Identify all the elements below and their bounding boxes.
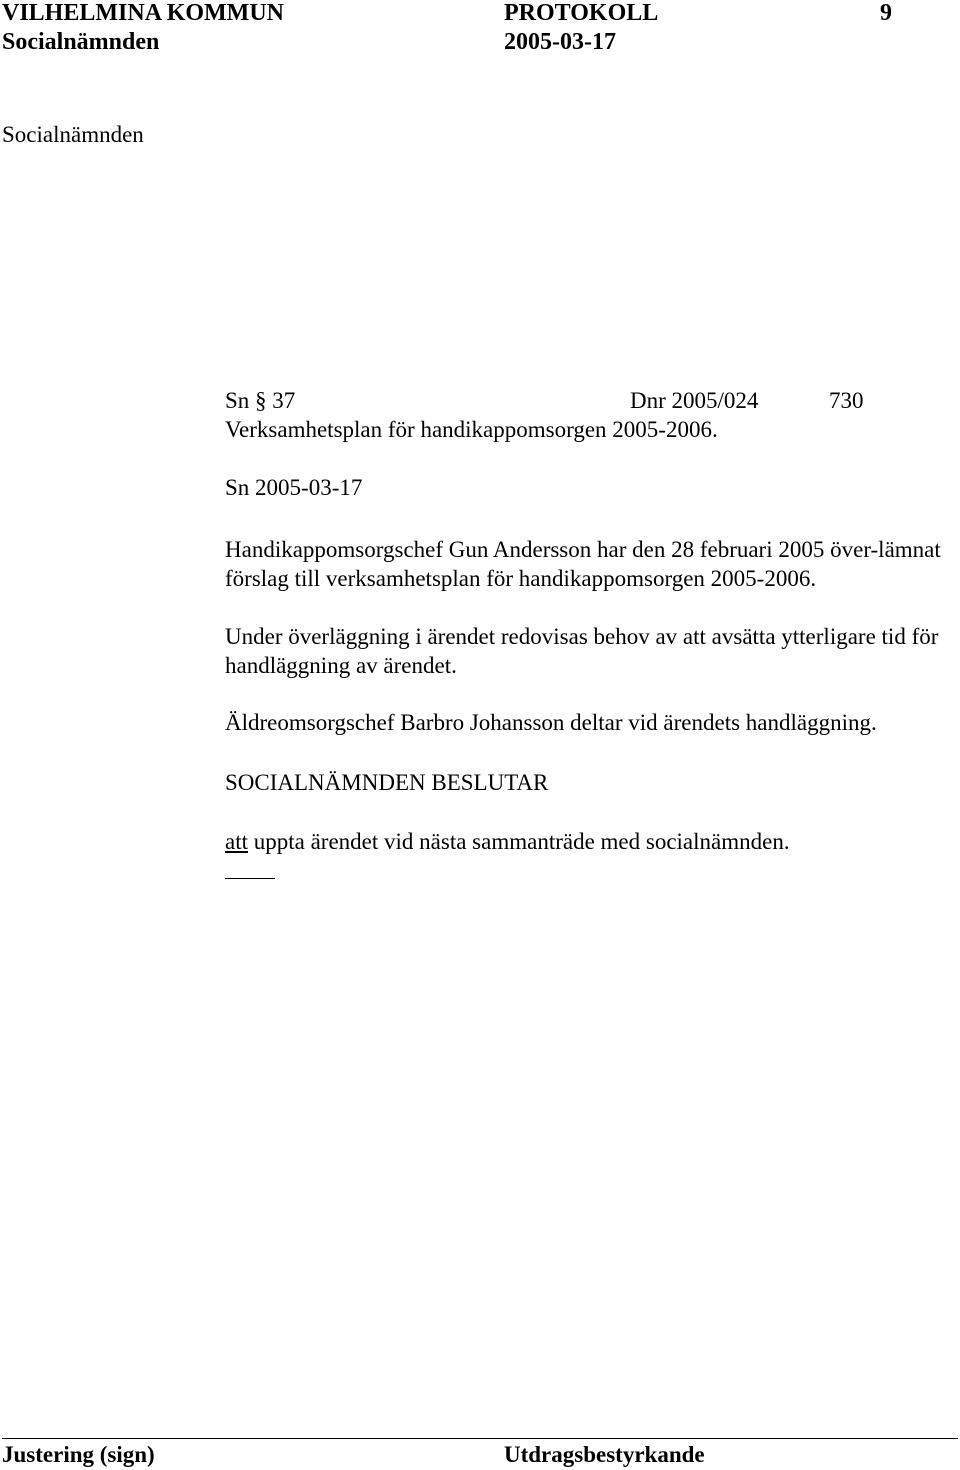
document-type: PROTOKOLL [504,0,659,26]
header-date: 2005-03-17 [504,29,616,55]
paragraph-number: 37 [272,388,296,413]
decision-keyword: att [225,829,248,854]
meeting-line: Sn 2005-03-17 [225,475,363,500]
paragraph-reference [225,386,295,415]
decision-text [225,827,790,856]
footer-utdragsbestyrkande: Utdragsbestyrkande [504,1442,705,1467]
body-paragraph-2: Under överläggning i ärendet redovisas behov av att avsätta ytterligare tid för handläggning av ärendet. [225,624,939,678]
case-title: Verksamhetsplan för handikappomsorgen 2005-2006. [225,417,718,442]
footer-justering: Justering (sign) [2,1442,155,1467]
decision-body: uppta ärendet vid nästa sammanträde med socialnämnden. [248,829,790,854]
section-symbol: § [255,388,267,413]
municipality-name: VILHELMINA KOMMUN [2,0,284,26]
page-number: 9 [880,0,892,26]
body-paragraph-1: Handikappomsorgschef Gun Andersson har den 28 februari 2005 över-lämnat förslag till verksamhetsplan för handikappomsorgen 2005-2006. [225,537,941,591]
decision-heading: SOCIALNÄMNDEN BESLUTAR [225,770,549,795]
case-code: 730 [829,388,864,413]
paragraph-prefix: Sn [225,388,250,413]
section-label: Socialnämnden [2,122,144,147]
committee-name: Socialnämnden [2,29,160,55]
decision-end-rule [225,878,275,879]
diary-number: Dnr 2005/024 [630,388,759,413]
footer-rule [2,1438,958,1439]
body-paragraph-3: Äldreomsorgschef Barbro Johansson deltar vid ärendets handläggning. [225,710,877,735]
